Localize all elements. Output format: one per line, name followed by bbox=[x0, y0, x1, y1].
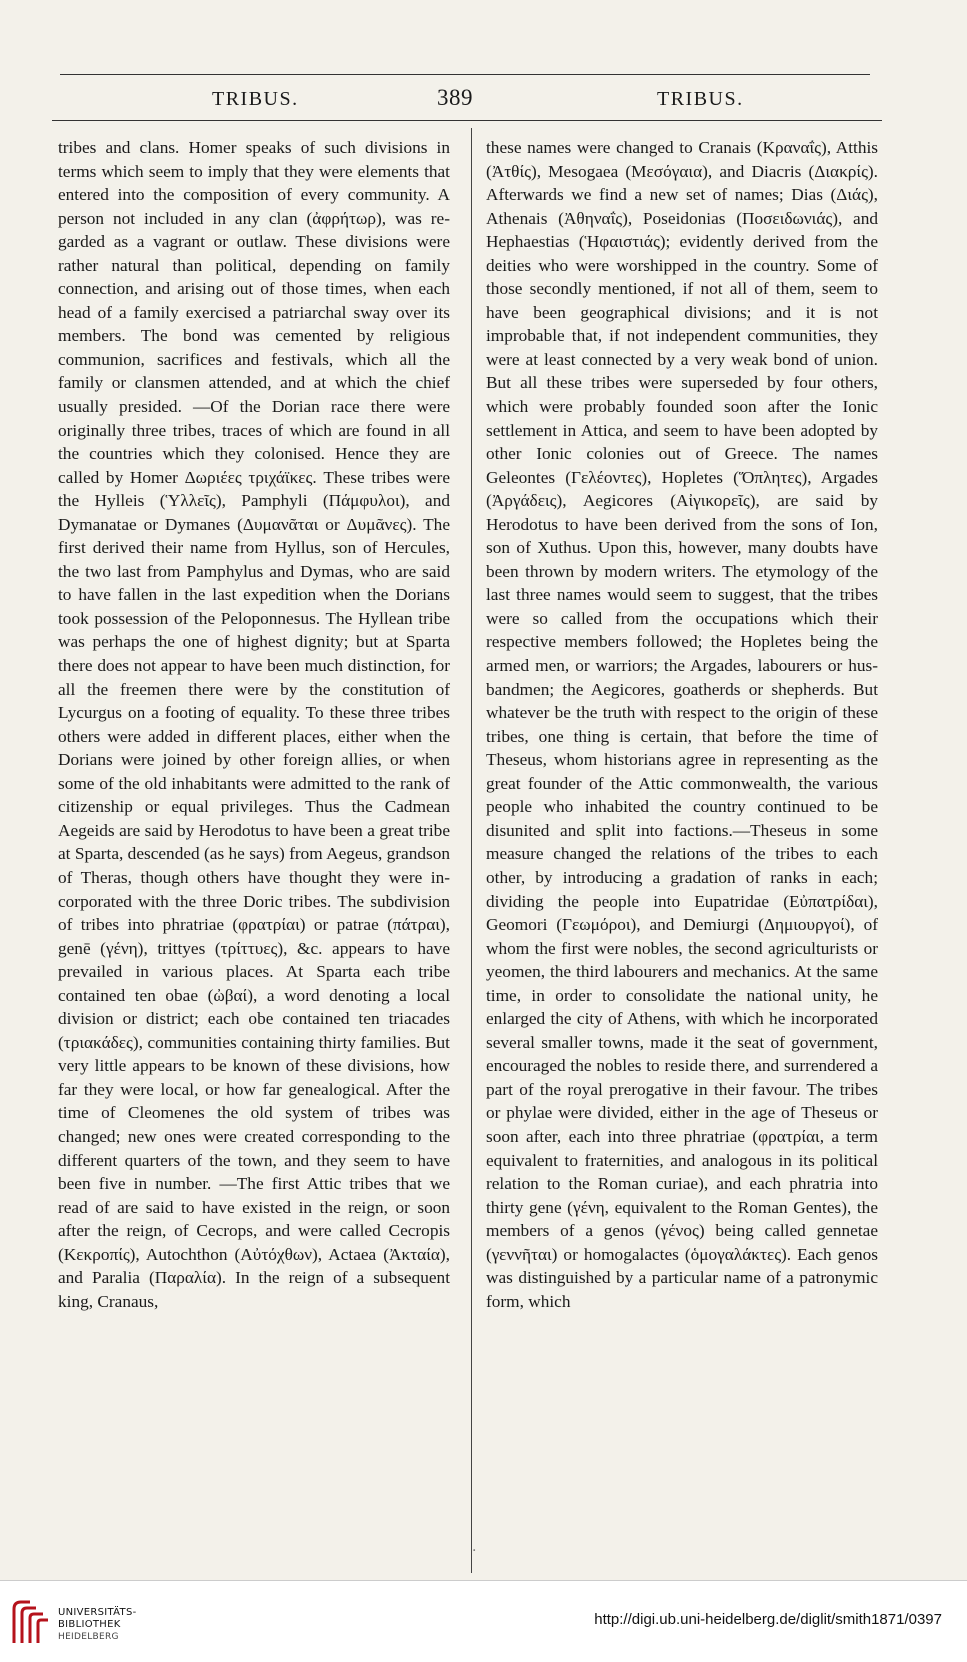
footer-bar bbox=[0, 1580, 967, 1662]
header-right: TRIBUS. bbox=[657, 88, 744, 110]
university-logo-icon bbox=[10, 1599, 50, 1645]
left-column bbox=[58, 136, 450, 1313]
institution-line-2: BIBLIOTHEK bbox=[58, 1619, 121, 1630]
scan-mark: · bbox=[472, 1543, 477, 1559]
top-rule bbox=[60, 74, 870, 75]
column-divider bbox=[471, 128, 472, 1573]
institution-line-3: HEIDELBERG bbox=[58, 1632, 119, 1642]
right-column bbox=[486, 136, 878, 1313]
header-left: TRIBUS. bbox=[212, 88, 299, 110]
institution-name bbox=[58, 1607, 137, 1643]
institution-line-1: UNIVERSITÄTS- bbox=[58, 1607, 137, 1618]
page-number: 389 bbox=[437, 85, 473, 110]
left-column-text: tribes and clans. Homer speaks of such divisions in terms which seem to imply that they were elements that entered into the composition of every community. A person not included in any clan (ἀφρήτωρ), was regarded as a vagrant or outlaw. These divisions were rather natural than political, depending on family connection, and arising out of those times, when each head of a family exercised a patriarchal sway over its members. The bond was cemented by religious communion, sacrifices and festivals, which all the family or clansmen attended, and at which the chief usually presided. —Of the Dorian race there were originally three tribes, traces of which are found in all the countries which they colonised. Hence they are called by Homer Δωριέες τριχάϊκες. These tribes were the Hylleis (Ὑλλεῖς), Pamphyli (Πάμφυλοι), and Dymanatae or Dymanes (Δυμανᾶται or Δυμᾶνες). The first derived their name from Hyllus, son of Hercules, the two last from Pamphylus and Dymas, who are said to have fallen in the last expedition when the Dorians took possession of the Peloponnesus. The Hyllean tribe was perhaps the one of highest dignity; but at Sparta there does not appear to have been much distinction, for all the freemen there were by the constitution of Lycurgus on a footing of equality. To these three tribes others were added in different places, either when the Dorians were joined by other foreign allies, or when some of the old inhabitants were admitted to the rank of citizenship or equal privileges. Thus the Cadmean Aegeids are said by Herodotus to have been a great tribe at Sparta, descended (as he says) from Aegeus, grandson of Theras, though others have thought they were incorporated with the three Doric tribes. The subdivision of tribes into phratriae (φρατρίαι) or patrae (πάτραι), genē (γένη), trittyes (τρίττυες), &c. appears to have prevailed in various places. At Sparta each tribe contained ten obae (ὠβαί), a word denoting a local division or district; each obe contained ten triacades (τριακάδες), communities containing thirty families. But very little appears to be known of these divisions, how far they were local, or how far genealogical. After the time of Cleomenes the old system of tribes was changed; new ones were created corresponding to the different quarters of the town, and they seem to have been five in number. —The first Attic tribes that we read of are said to have existed in the reign, or soon after the reign, of Cecrops, and were called Cecropis (Κεκροπίς), Autochthon (Αὐτόχθων), Actaea (Ἀκταία), and Paralia (Παραλία). In the reign of a subsequent king, Cranaus, bbox=[58, 138, 450, 1311]
permalink-url[interactable]: http://digi.ub.uni-heidelberg.de/diglit/smith1871/0397 bbox=[594, 1611, 942, 1628]
right-column-text: these names were changed to Cranais (Κραναΐς), Atthis (Ἀτθίς), Mesogaea (Μεσόγαια), and Diacris (Διακρίς). Afterwards we find a new set of names; Dias (Διάς), Athenais (Ἀθηναΐς), Poseidonias (Ποσειδωνιάς), and Hephaestias (Ἡφαιστιάς); evidently derived from the deities who were worshipped in the country. Some of those secondly mentioned, if not all of them, seem to have been geographical divisions; and it is not improbable that, if not independent communities, they were at least connected by a very weak bond of union. But all these tribes were superseded by four others, which were probably founded soon after the Ionic settlement in Attica, and seem to have been adopted by other Ionic colonies out of Greece. The names Geleontes (Γελέοντες), Hopletes (Ὅπλητες), Argades (Ἀργάδεις), Aegicores (Αἰγικορεῖς), are said by Herodotus to have been derived from the sons of Ion, son of Xuthus. Upon this, however, many doubts have been thrown by modern writers. The etymology of the last three names would seem to suggest, that the tribes were so called from the occupations which their respective members followed; the Hopletes being the armed men, or warriors; the Argades, labourers or husbandmen; the Aegicores, goatherds or shepherds. But whatever be the truth with respect to the origin of these tribes, one thing is certain, that before the time of Theseus, whom historians agree in representing as the great founder of the Attic commonwealth, the various people who inhabited the country continued to be disunited and split into factions.—Theseus in some measure changed the relations of the tribes to each other, by introducing a gradation of ranks in each; dividing the people into Eupatridae (Εὐπατρίδαι), Geomori (Γεωμόροι), and Demiurgi (Δημιουργοί), of whom the first were nobles, the second agriculturists or yeomen, the third labourers and mechanics. At the same time, in order to consolidate the national unity, he enlarged the city of Athens, with which he incorporated several smaller towns, made it the seat of government, encouraged the nobles to reside there, and surrendered a part of the royal prerogative in their favour. The tribes or phylae were divided, either in the age of Theseus or soon after, each into three phratriae (φρατρίαι, a term equivalent to fraternities, and analogous in its political relation to the Roman curiae), and each phratria into thirty gene (γένη, equivalent to the Roman Gentes), the members of a genos (γένος) being called gennetae (γεννῆται) or homogalactes (ὁμογαλάκτες). Each genos was distinguished by a particular name of a patronymic form, which bbox=[486, 138, 878, 1311]
header-rule bbox=[52, 120, 882, 121]
running-header bbox=[52, 85, 882, 118]
